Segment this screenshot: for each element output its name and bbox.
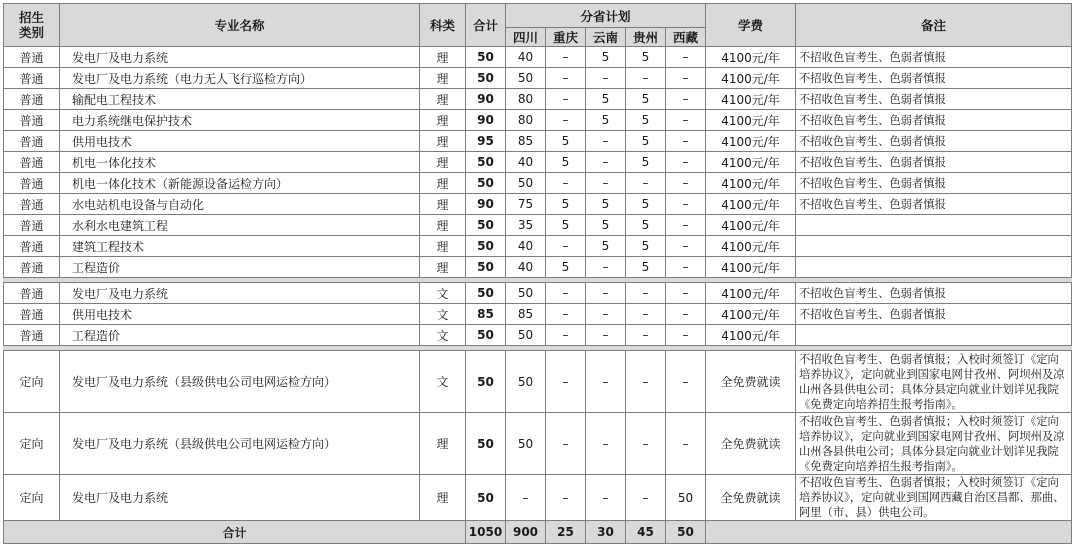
table-row xyxy=(4,152,1072,173)
province-plan-cell: 5 xyxy=(586,47,626,68)
table-row xyxy=(4,413,1072,475)
category-cell: 定向 xyxy=(4,351,60,413)
province-plan-cell: – xyxy=(626,351,666,413)
province-plan-cell: – xyxy=(666,152,706,173)
province-plan-cell: – xyxy=(626,475,666,521)
province-plan-cell: 5 xyxy=(626,47,666,68)
total-cell: 90 xyxy=(466,194,506,215)
fee-cell: 4100元/年 xyxy=(706,257,796,278)
province-plan-cell: – xyxy=(546,236,586,257)
province-plan-cell: 50 xyxy=(506,68,546,89)
subject-cell: 理 xyxy=(420,236,466,257)
total-cell: 50 xyxy=(466,68,506,89)
province-plan-cell: – xyxy=(666,215,706,236)
province-plan-cell: – xyxy=(626,413,666,475)
fee-cell: 4100元/年 xyxy=(706,89,796,110)
fee-cell: 4100元/年 xyxy=(706,283,796,304)
fee-cell: 全免费就读 xyxy=(706,475,796,521)
province-plan-cell: 85 xyxy=(506,131,546,152)
province-plan-cell: 5 xyxy=(546,215,586,236)
province-plan-cell: – xyxy=(586,325,626,346)
total-fee-empty-cell xyxy=(706,521,1072,544)
note-cell xyxy=(796,215,1072,236)
header-plan-group: 分省计划 xyxy=(506,4,706,28)
subject-cell: 理 xyxy=(420,173,466,194)
total-cell: 50 xyxy=(466,325,506,346)
fee-cell: 4100元/年 xyxy=(706,131,796,152)
major-name-cell: 水电站机电设备与自动化 xyxy=(60,194,420,215)
total-cell: 50 xyxy=(466,152,506,173)
category-cell: 普通 xyxy=(4,283,60,304)
total-cell: 85 xyxy=(466,304,506,325)
subject-cell: 理 xyxy=(420,89,466,110)
note-cell: 不招收色盲考生、色弱者慎报 xyxy=(796,283,1072,304)
province-plan-cell: – xyxy=(546,413,586,475)
subject-cell: 文 xyxy=(420,283,466,304)
province-plan-cell: – xyxy=(586,283,626,304)
province-plan-cell: – xyxy=(666,110,706,131)
table-row xyxy=(4,194,1072,215)
province-plan-cell: – xyxy=(506,475,546,521)
major-name-cell: 供用电技术 xyxy=(60,131,420,152)
subject-cell: 理 xyxy=(420,475,466,521)
province-plan-cell: – xyxy=(586,304,626,325)
enrollment-plan-table-container xyxy=(3,3,1072,544)
province-plan-cell: 75 xyxy=(506,194,546,215)
category-cell: 普通 xyxy=(4,173,60,194)
note-cell xyxy=(796,325,1072,346)
major-name-cell: 发电厂及电力系统 xyxy=(60,47,420,68)
province-plan-cell: – xyxy=(546,68,586,89)
province-plan-cell: 40 xyxy=(506,152,546,173)
major-name-cell: 建筑工程技术 xyxy=(60,236,420,257)
fee-cell: 4100元/年 xyxy=(706,47,796,68)
province-plan-cell: 5 xyxy=(586,215,626,236)
major-name-cell: 供用电技术 xyxy=(60,304,420,325)
total-cell: 90 xyxy=(466,89,506,110)
province-plan-cell: 5 xyxy=(626,89,666,110)
province-plan-cell: 5 xyxy=(586,236,626,257)
subject-cell: 理 xyxy=(420,110,466,131)
fee-cell: 4100元/年 xyxy=(706,194,796,215)
province-plan-cell: 5 xyxy=(626,194,666,215)
total-cell: 50 xyxy=(466,236,506,257)
province-plan-cell: 50 xyxy=(506,173,546,194)
province-plan-cell: 80 xyxy=(506,110,546,131)
total-cell: 95 xyxy=(466,131,506,152)
province-plan-cell: 5 xyxy=(546,194,586,215)
province-plan-cell: – xyxy=(546,304,586,325)
province-plan-cell: 5 xyxy=(626,257,666,278)
province-plan-cell: 5 xyxy=(546,152,586,173)
province-plan-cell: 50 xyxy=(666,475,706,521)
province-plan-cell: 5 xyxy=(586,194,626,215)
note-cell: 不招收色盲考生、色弱者慎报；入校时须签订《定向培养协议》，定向就业到国家电网甘孜州、阿坝州及凉山州各县供电公司；具体分县定向就业计划详见我院《免费定向培养招生报考指南》。 xyxy=(796,413,1072,475)
subject-cell: 理 xyxy=(420,413,466,475)
table-row xyxy=(4,89,1072,110)
header-note: 备注 xyxy=(796,4,1072,47)
header-province-xizang: 西藏 xyxy=(666,28,706,47)
province-plan-cell: 50 xyxy=(506,413,546,475)
total-cell: 90 xyxy=(466,110,506,131)
header-major: 专业名称 xyxy=(60,4,420,47)
category-cell: 普通 xyxy=(4,194,60,215)
province-plan-cell: 35 xyxy=(506,215,546,236)
note-cell: 不招收色盲考生、色弱者慎报 xyxy=(796,131,1072,152)
fee-cell: 4100元/年 xyxy=(706,236,796,257)
province-plan-cell: – xyxy=(626,173,666,194)
category-cell: 普通 xyxy=(4,236,60,257)
province-plan-cell: – xyxy=(586,257,626,278)
table-body xyxy=(4,47,1072,544)
category-cell: 普通 xyxy=(4,89,60,110)
province-plan-cell: 50 xyxy=(506,283,546,304)
major-name-cell: 电力系统继电保护技术 xyxy=(60,110,420,131)
province-plan-cell: – xyxy=(586,152,626,173)
major-name-cell: 工程造价 xyxy=(60,325,420,346)
fee-cell: 4100元/年 xyxy=(706,173,796,194)
header-province-chongqing: 重庆 xyxy=(546,28,586,47)
note-cell: 不招收色盲考生、色弱者慎报 xyxy=(796,194,1072,215)
subject-cell: 理 xyxy=(420,257,466,278)
total-cell: 50 xyxy=(466,173,506,194)
province-plan-cell: 5 xyxy=(626,236,666,257)
province-plan-cell: – xyxy=(546,47,586,68)
major-name-cell: 输配电工程技术 xyxy=(60,89,420,110)
total-cell: 50 xyxy=(466,351,506,413)
note-cell: 不招收色盲考生、色弱者慎报 xyxy=(796,68,1072,89)
table-row xyxy=(4,215,1072,236)
province-plan-cell: – xyxy=(666,89,706,110)
table-row xyxy=(4,173,1072,194)
province-total-cell: 900 xyxy=(506,521,546,544)
header-province-yunnan: 云南 xyxy=(586,28,626,47)
category-cell: 普通 xyxy=(4,68,60,89)
major-name-cell: 机电一体化技术 xyxy=(60,152,420,173)
category-cell: 普通 xyxy=(4,47,60,68)
table-row xyxy=(4,131,1072,152)
province-plan-cell: – xyxy=(546,475,586,521)
province-plan-cell: – xyxy=(666,351,706,413)
province-plan-cell: 5 xyxy=(626,131,666,152)
major-name-cell: 机电一体化技术（新能源设备运检方向） xyxy=(60,173,420,194)
province-plan-cell: 80 xyxy=(506,89,546,110)
province-plan-cell: – xyxy=(546,283,586,304)
province-plan-cell: – xyxy=(666,47,706,68)
province-plan-cell: – xyxy=(666,325,706,346)
note-cell: 不招收色盲考生、色弱者慎报；入校时须签订《定向培养协议》，定向就业到国网西藏自治区昌都、那曲、阿里（市、县）供电公司。 xyxy=(796,475,1072,521)
fee-cell: 4100元/年 xyxy=(706,215,796,236)
province-total-cell: 50 xyxy=(666,521,706,544)
province-total-cell: 25 xyxy=(546,521,586,544)
province-total-cell: 30 xyxy=(586,521,626,544)
category-cell: 普通 xyxy=(4,304,60,325)
major-name-cell: 发电厂及电力系统 xyxy=(60,283,420,304)
province-plan-cell: 85 xyxy=(506,304,546,325)
province-total-cell: 45 xyxy=(626,521,666,544)
province-plan-cell: – xyxy=(666,413,706,475)
table-row xyxy=(4,283,1072,304)
province-plan-cell: – xyxy=(546,325,586,346)
province-plan-cell: – xyxy=(546,89,586,110)
province-plan-cell: – xyxy=(586,68,626,89)
province-plan-cell: 50 xyxy=(506,351,546,413)
header-subject: 科类 xyxy=(420,4,466,47)
province-plan-cell: – xyxy=(586,131,626,152)
province-plan-cell: – xyxy=(626,283,666,304)
province-plan-cell: – xyxy=(666,304,706,325)
fee-cell: 全免费就读 xyxy=(706,351,796,413)
category-cell: 定向 xyxy=(4,413,60,475)
note-cell: 不招收色盲考生、色弱者慎报；入校时须签订《定向培养协议》，定向就业到国家电网甘孜州、阿坝州及凉山州各县供电公司；具体分县定向就业计划详见我院《免费定向培养招生报考指南》。 xyxy=(796,351,1072,413)
table-row xyxy=(4,257,1072,278)
total-row xyxy=(4,521,1072,544)
subject-cell: 理 xyxy=(420,47,466,68)
fee-cell: 4100元/年 xyxy=(706,325,796,346)
province-plan-cell: – xyxy=(666,173,706,194)
category-cell: 普通 xyxy=(4,152,60,173)
subject-cell: 文 xyxy=(420,325,466,346)
province-plan-cell: – xyxy=(666,283,706,304)
province-plan-cell: 5 xyxy=(546,257,586,278)
fee-cell: 4100元/年 xyxy=(706,68,796,89)
category-cell: 普通 xyxy=(4,110,60,131)
enrollment-plan-table xyxy=(3,3,1072,544)
table-row xyxy=(4,47,1072,68)
table-row xyxy=(4,68,1072,89)
major-name-cell: 发电厂及电力系统（县级供电公司电网运检方向） xyxy=(60,413,420,475)
province-plan-cell: – xyxy=(586,413,626,475)
province-plan-cell: 40 xyxy=(506,236,546,257)
major-name-cell: 发电厂及电力系统 xyxy=(60,475,420,521)
province-plan-cell: – xyxy=(586,351,626,413)
table-row xyxy=(4,351,1072,413)
table-row xyxy=(4,325,1072,346)
grand-total-cell: 1050 xyxy=(466,521,506,544)
province-plan-cell: 50 xyxy=(506,325,546,346)
major-name-cell: 发电厂及电力系统（县级供电公司电网运检方向） xyxy=(60,351,420,413)
total-label-cell: 合计 xyxy=(4,521,466,544)
total-cell: 50 xyxy=(466,413,506,475)
province-plan-cell: – xyxy=(666,257,706,278)
province-plan-cell: 5 xyxy=(586,89,626,110)
province-plan-cell: – xyxy=(666,68,706,89)
province-plan-cell: – xyxy=(626,325,666,346)
province-plan-cell: 5 xyxy=(586,110,626,131)
total-cell: 50 xyxy=(466,47,506,68)
note-cell: 不招收色盲考生、色弱者慎报 xyxy=(796,89,1072,110)
header-total: 合计 xyxy=(466,4,506,47)
province-plan-cell: 5 xyxy=(626,215,666,236)
province-plan-cell: – xyxy=(626,304,666,325)
province-plan-cell: – xyxy=(586,173,626,194)
subject-cell: 理 xyxy=(420,131,466,152)
note-cell xyxy=(796,257,1072,278)
header-category: 招生 类别 xyxy=(4,4,60,47)
province-plan-cell: 40 xyxy=(506,47,546,68)
header-province-guizhou: 贵州 xyxy=(626,28,666,47)
subject-cell: 文 xyxy=(420,351,466,413)
subject-cell: 理 xyxy=(420,152,466,173)
total-cell: 50 xyxy=(466,283,506,304)
province-plan-cell: 5 xyxy=(546,131,586,152)
table-row xyxy=(4,236,1072,257)
province-plan-cell: 5 xyxy=(626,152,666,173)
note-cell: 不招收色盲考生、色弱者慎报 xyxy=(796,152,1072,173)
total-cell: 50 xyxy=(466,215,506,236)
subject-cell: 理 xyxy=(420,68,466,89)
table-row xyxy=(4,475,1072,521)
note-cell: 不招收色盲考生、色弱者慎报 xyxy=(796,173,1072,194)
major-name-cell: 水利水电建筑工程 xyxy=(60,215,420,236)
header-fee: 学费 xyxy=(706,4,796,47)
table-row xyxy=(4,110,1072,131)
province-plan-cell: – xyxy=(546,173,586,194)
province-plan-cell: – xyxy=(666,194,706,215)
category-cell: 普通 xyxy=(4,325,60,346)
subject-cell: 理 xyxy=(420,215,466,236)
category-cell: 定向 xyxy=(4,475,60,521)
fee-cell: 全免费就读 xyxy=(706,413,796,475)
fee-cell: 4100元/年 xyxy=(706,152,796,173)
province-plan-cell: – xyxy=(666,131,706,152)
note-cell: 不招收色盲考生、色弱者慎报 xyxy=(796,47,1072,68)
fee-cell: 4100元/年 xyxy=(706,110,796,131)
category-cell: 普通 xyxy=(4,131,60,152)
province-plan-cell: – xyxy=(546,110,586,131)
province-plan-cell: 40 xyxy=(506,257,546,278)
subject-cell: 文 xyxy=(420,304,466,325)
province-plan-cell: 5 xyxy=(626,110,666,131)
fee-cell: 4100元/年 xyxy=(706,304,796,325)
total-cell: 50 xyxy=(466,475,506,521)
total-cell: 50 xyxy=(466,257,506,278)
note-cell: 不招收色盲考生、色弱者慎报 xyxy=(796,110,1072,131)
province-plan-cell: – xyxy=(626,68,666,89)
province-plan-cell: – xyxy=(666,236,706,257)
header-province-sichuan: 四川 xyxy=(506,28,546,47)
province-plan-cell: – xyxy=(546,351,586,413)
category-cell: 普通 xyxy=(4,215,60,236)
major-name-cell: 发电厂及电力系统（电力无人飞行巡检方向） xyxy=(60,68,420,89)
note-cell xyxy=(796,236,1072,257)
province-plan-cell: – xyxy=(586,475,626,521)
table-row xyxy=(4,304,1072,325)
subject-cell: 理 xyxy=(420,194,466,215)
major-name-cell: 工程造价 xyxy=(60,257,420,278)
category-cell: 普通 xyxy=(4,257,60,278)
note-cell: 不招收色盲考生、色弱者慎报 xyxy=(796,304,1072,325)
